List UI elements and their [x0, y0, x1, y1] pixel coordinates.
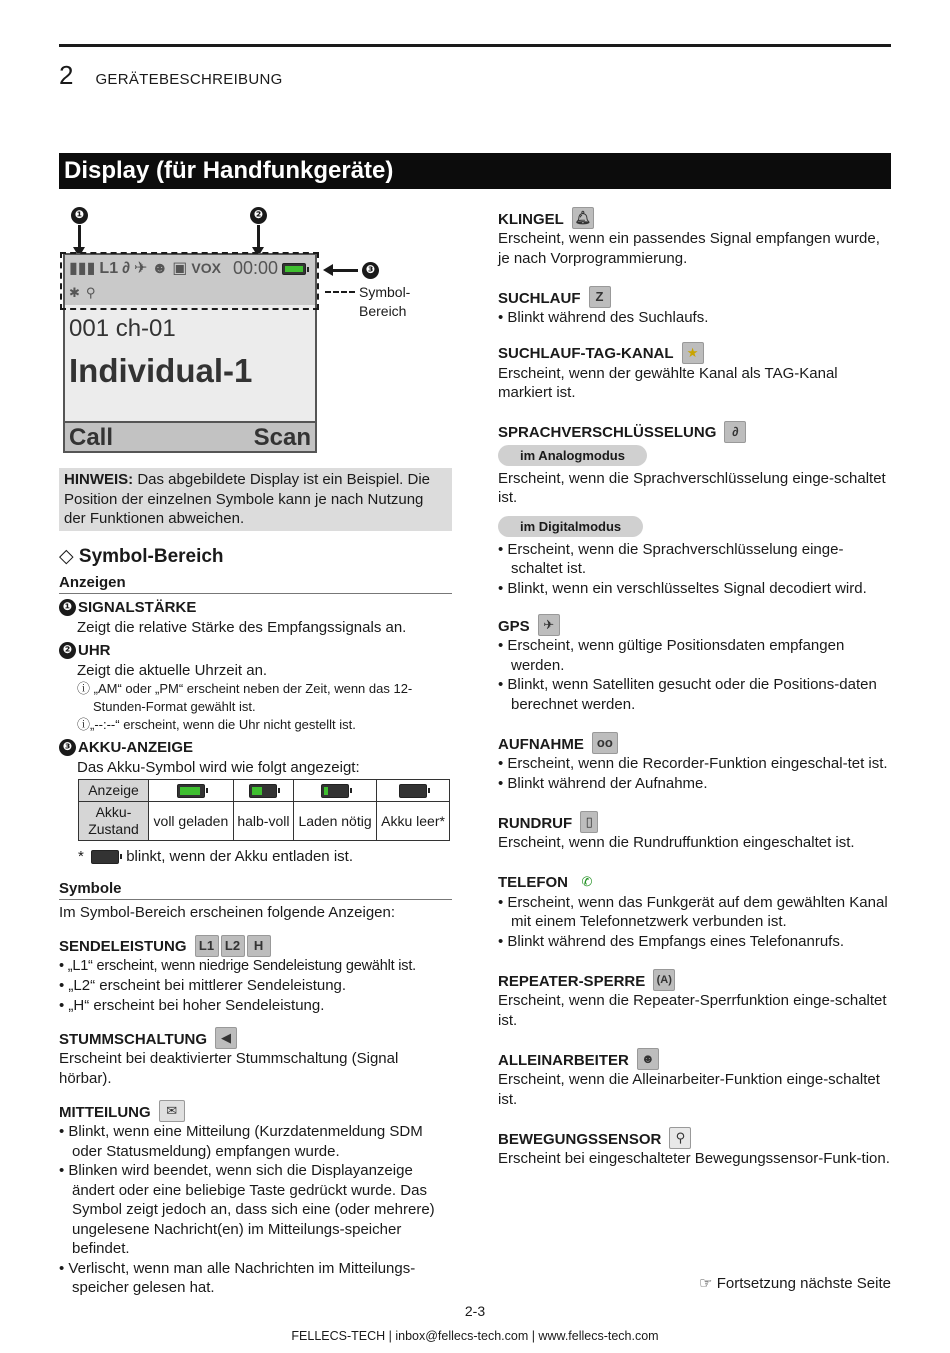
top-rule [59, 44, 891, 47]
lcd-name: Individual-1 [69, 352, 253, 389]
battery-cell [233, 780, 293, 802]
footnote-text: blinkt, wenn der Akku entladen ist. [126, 848, 353, 865]
anzeigen-heading: Anzeigen [59, 573, 452, 595]
battery-table [78, 779, 450, 841]
suchlauf-bullet-1: • Blinkt während des Suchlaufs. [498, 309, 709, 326]
signal-heading [59, 598, 452, 618]
left-column [59, 205, 452, 1298]
mitteilung-heading [59, 1100, 452, 1122]
radio-icon: ▯ [580, 811, 598, 833]
stumm-text: Erscheint bei deaktivierter Stummschaltung (Signal hörbar). [59, 1050, 399, 1087]
symbol-area-label [359, 283, 410, 321]
gps-icon: ✈ [134, 260, 148, 277]
signal-icon: ▮▮▮ [69, 260, 96, 277]
battery-cell [377, 780, 450, 802]
lone-worker-icon: ☻ [637, 1048, 659, 1070]
vox-text: VOX [191, 260, 221, 276]
footer: FELLECS-TECH | inbox@fellecs-tech.com | www.fellecs-tech.com [291, 1329, 659, 1343]
sprach-analog-text: Erscheint, wenn die Sprachverschlüsselung einge-schaltet ist. [498, 469, 886, 506]
tag-heading [498, 342, 891, 364]
klingel-heading [498, 207, 891, 229]
sende-heading [59, 935, 452, 957]
aufnahme-title: AUFNAHME [498, 735, 584, 753]
gps-title: GPS [498, 617, 530, 635]
sprach-heading [498, 421, 891, 443]
symbole-heading: Symbole [59, 879, 452, 901]
uhr-title: UHR [78, 642, 111, 659]
power-h-icon: H [247, 935, 271, 957]
aufnahme-bullet-1: • Erscheint, wenn die Recorder-Funktion eingeschal-tet ist. [498, 755, 888, 772]
state-cell: voll geladen [149, 802, 234, 841]
klingel-text: Erscheint, wenn ein passendes Signal empfangen wurde, je nach Vorprogrammierung. [498, 230, 880, 267]
pill-digital: im Digitalmodus [498, 516, 643, 537]
akku-text: Das Akku-Symbol wird wie folgt angezeigt: [77, 758, 360, 776]
rec-icon: ▣ [172, 260, 188, 277]
table-head-zustand: Akku-Zustand [79, 802, 149, 841]
phone-icon: ✆ [576, 871, 598, 893]
uhr-note-1: ⓘ „AM“ oder „PM“ erscheint neben der Zeit, wenn das 12-Stunden-Format gewählt ist. [77, 681, 413, 714]
lcd-channel: 001 ch-01 [69, 315, 176, 342]
suchlauf-heading [498, 286, 891, 308]
battery-full-icon [177, 784, 205, 798]
marker-1-inline: ❶ [59, 599, 76, 616]
gps-heading [498, 614, 891, 636]
marker-1: ❶ [71, 207, 88, 224]
battery-empty-icon [91, 850, 119, 864]
telefon-bullet-2: • Blinkt während des Empfangs eines Telefonanrufs. [498, 932, 845, 950]
power-l1-icon: L1 [195, 935, 219, 957]
uhr-note-2: ⓘ„--:--“ erscheint, wenn die Uhr nicht gestellt ist. [77, 717, 356, 732]
section-banner: Display (für Handfunkgeräte) [59, 153, 891, 189]
telefon-bullet-1: • Erscheint, wenn das Funkgerät auf dem gewählten Kanal mit einem Telefonnetzwerk verbunden ist. [498, 893, 888, 930]
mitteilung-bullet-2: • Blinken wird beendet, wenn sich die Displayanzeige ändert oder eine beliebige Taste gedrückt wurde. Das Symbol zeigt jedoch an, dass sich eine (oder mehrere) ungelesene Nachricht(en) im Mitteilungs-speicher befindet. [59, 1162, 435, 1257]
mitteilung-bullet-3: • Verlischt, wenn man alle Nachrichten im Mitteilungs-speicher gelesen hat. [59, 1259, 416, 1296]
signal-text: Zeigt die relative Stärke des Empfangssignals an. [77, 618, 407, 636]
symbole-intro: Im Symbol-Bereich erscheinen folgende Anzeigen: [59, 904, 396, 921]
display-figure [59, 205, 452, 460]
sende-bullet-3: • „H“ erscheint bei hoher Sendeleistung. [59, 996, 325, 1014]
uhr-text: Zeigt die aktuelle Uhrzeit an. [77, 661, 268, 679]
note-box [59, 468, 452, 531]
tag-title: SUCHLAUF-TAG-KANAL [498, 345, 674, 362]
marker-3: ❸ [362, 262, 379, 279]
bluetooth-icon: ✱ [69, 285, 80, 300]
marker-2: ❷ [250, 207, 267, 224]
signal-title: SIGNALSTÄRKE [78, 599, 197, 616]
continuation-note: ☞ Fortsetzung nächste Seite [699, 1275, 891, 1292]
uhr-notes [59, 680, 452, 734]
table-row [79, 802, 450, 841]
motion-sensor-icon: ⚲ [669, 1127, 691, 1149]
battery-cell [293, 780, 376, 802]
aufnahme-heading [498, 732, 891, 754]
battery-low-icon [321, 784, 349, 798]
bewegung-title: BEWEGUNGSSENSOR [498, 1130, 662, 1148]
tag-text: Erscheint, wenn der gewählte Kanal als TAG-Kanal markiert ist. [498, 364, 838, 401]
mitteilung-title: MITTEILUNG [59, 1103, 151, 1121]
softkey-scan: Scan [253, 424, 311, 451]
gps-bullet-2: • Blinkt, wenn Satelliten gesucht oder die Positions-daten berechnet werden. [498, 676, 877, 713]
softkey-call: Call [69, 424, 114, 451]
battery-empty-icon [399, 784, 427, 798]
symbol-section-heading: ◇ Symbol-Bereich [59, 545, 224, 567]
arrow-3 [332, 269, 358, 272]
akku-title: AKKU-ANZEIGE [78, 739, 193, 756]
rundruf-title: RUNDRUF [498, 814, 573, 832]
repeater-heading [498, 969, 891, 991]
power-level-text: L1 [99, 260, 119, 277]
symbol-label-line1: Symbol- [359, 284, 411, 300]
repeater-text: Erscheint, wenn die Repeater-Sperrfunktion einge-schaltet ist. [498, 992, 887, 1029]
telefon-heading [498, 871, 891, 893]
stumm-heading [59, 1027, 452, 1049]
chapter-header [59, 60, 283, 90]
telefon-title: TELEFON [498, 874, 568, 891]
allein-text: Erscheint, wenn die Alleinarbeiter-Funktion einge-schaltet ist. [498, 1071, 880, 1108]
bewegung-text: Erscheint bei eingeschalteter Bewegungssensor-Funk-tion. [498, 1150, 890, 1167]
klingel-title: KLINGEL [498, 210, 564, 228]
satellite-icon: ✈ [538, 614, 560, 636]
akku-heading [59, 738, 452, 758]
rundruf-heading [498, 811, 891, 833]
lone-worker-icon: ☻ [151, 260, 169, 277]
marker-2-inline: ❷ [59, 642, 76, 659]
repeater-title: REPEATER-SPERRE [498, 972, 646, 990]
symbol-label-line2: Bereich [359, 303, 407, 319]
pill-analog: im Analogmodus [498, 445, 647, 466]
repeater-lock-icon: (A) [653, 969, 675, 991]
bell-icon: 🔔︎ [572, 207, 594, 229]
suchlauf-title: SUCHLAUF [498, 289, 581, 307]
speaker-icon: ◀ [215, 1027, 237, 1049]
symbol-area-outline [60, 252, 319, 310]
scrambler-icon: ∂ [122, 260, 130, 277]
tape-icon: oo [592, 732, 618, 754]
gps-bullet-1: • Erscheint, wenn gültige Positionsdaten empfangen werden. [498, 637, 845, 674]
battery-cell [149, 780, 234, 802]
allein-title: ALLEINARBEITER [498, 1051, 629, 1069]
right-column [498, 207, 891, 1169]
envelope-icon: ✉ [159, 1100, 185, 1122]
mitteilung-bullet-1: • Blinkt, wenn eine Mitteilung (Kurzdatenmeldung SDM oder Statusmeldung) empfangen wurde. [59, 1123, 423, 1160]
usb-icon: ⚲ [85, 285, 96, 300]
sprach-title: SPRACHVERSCHLÜSSELUNG [498, 424, 717, 441]
clock-text: 00:00 [232, 258, 278, 278]
symbol-area-leader [325, 291, 355, 293]
rundruf-text: Erscheint, wenn die Rundruffunktion eingeschaltet ist. [498, 834, 855, 851]
akku-footnote [59, 847, 452, 867]
arrow-2 [257, 225, 260, 249]
state-cell: halb-voll [233, 802, 293, 841]
sende-bullet-2: • „L2“ erscheint bei mittlerer Sendeleistung. [59, 977, 347, 994]
note-label: HINWEIS: [64, 471, 134, 488]
scrambler-icon: ∂ [724, 421, 746, 443]
marker-3-inline: ❸ [59, 739, 76, 756]
table-row [79, 780, 450, 802]
stumm-title: STUMMSCHALTUNG [59, 1030, 208, 1048]
bewegung-heading [498, 1127, 891, 1149]
arrow-1 [78, 225, 81, 249]
page-number: 2-3 [464, 1303, 486, 1319]
lcd-softkeys [65, 421, 315, 451]
note-text: Das abgebildete Display ist ein Beispiel. Die Position der einzelnen Symbole kann je nach Nutzung der Funktionen abweichen. [64, 471, 430, 527]
uhr-heading [59, 641, 452, 661]
scan-icon: Z [589, 286, 611, 308]
sende-title: SENDELEISTUNG [59, 938, 187, 955]
battery-half-icon [249, 784, 277, 798]
state-cell: Laden nötig [293, 802, 376, 841]
aufnahme-bullet-2: • Blinkt während der Aufnahme. [498, 774, 708, 792]
sprach-bullet-2: • Blinkt, wenn ein verschlüsseltes Signal decodiert wird. [498, 579, 867, 597]
allein-heading [498, 1048, 891, 1070]
star-icon: ★ [682, 342, 704, 364]
footnote-star: * [78, 848, 84, 865]
sprach-bullet-1: • Erscheint, wenn die Sprachverschlüsselung einge-schaltet ist. [498, 540, 844, 577]
chapter-number: 2 [59, 60, 74, 90]
chapter-title: GERÄTEBESCHREIBUNG [95, 71, 283, 88]
power-l2-icon: L2 [221, 935, 245, 957]
table-head-anzeige: Anzeige [79, 780, 149, 802]
state-cell: Akku leer* [377, 802, 450, 841]
sende-bullet-1: • „L1“ erscheint, wenn niedrige Sendeleistung gewählt ist. [59, 957, 416, 974]
